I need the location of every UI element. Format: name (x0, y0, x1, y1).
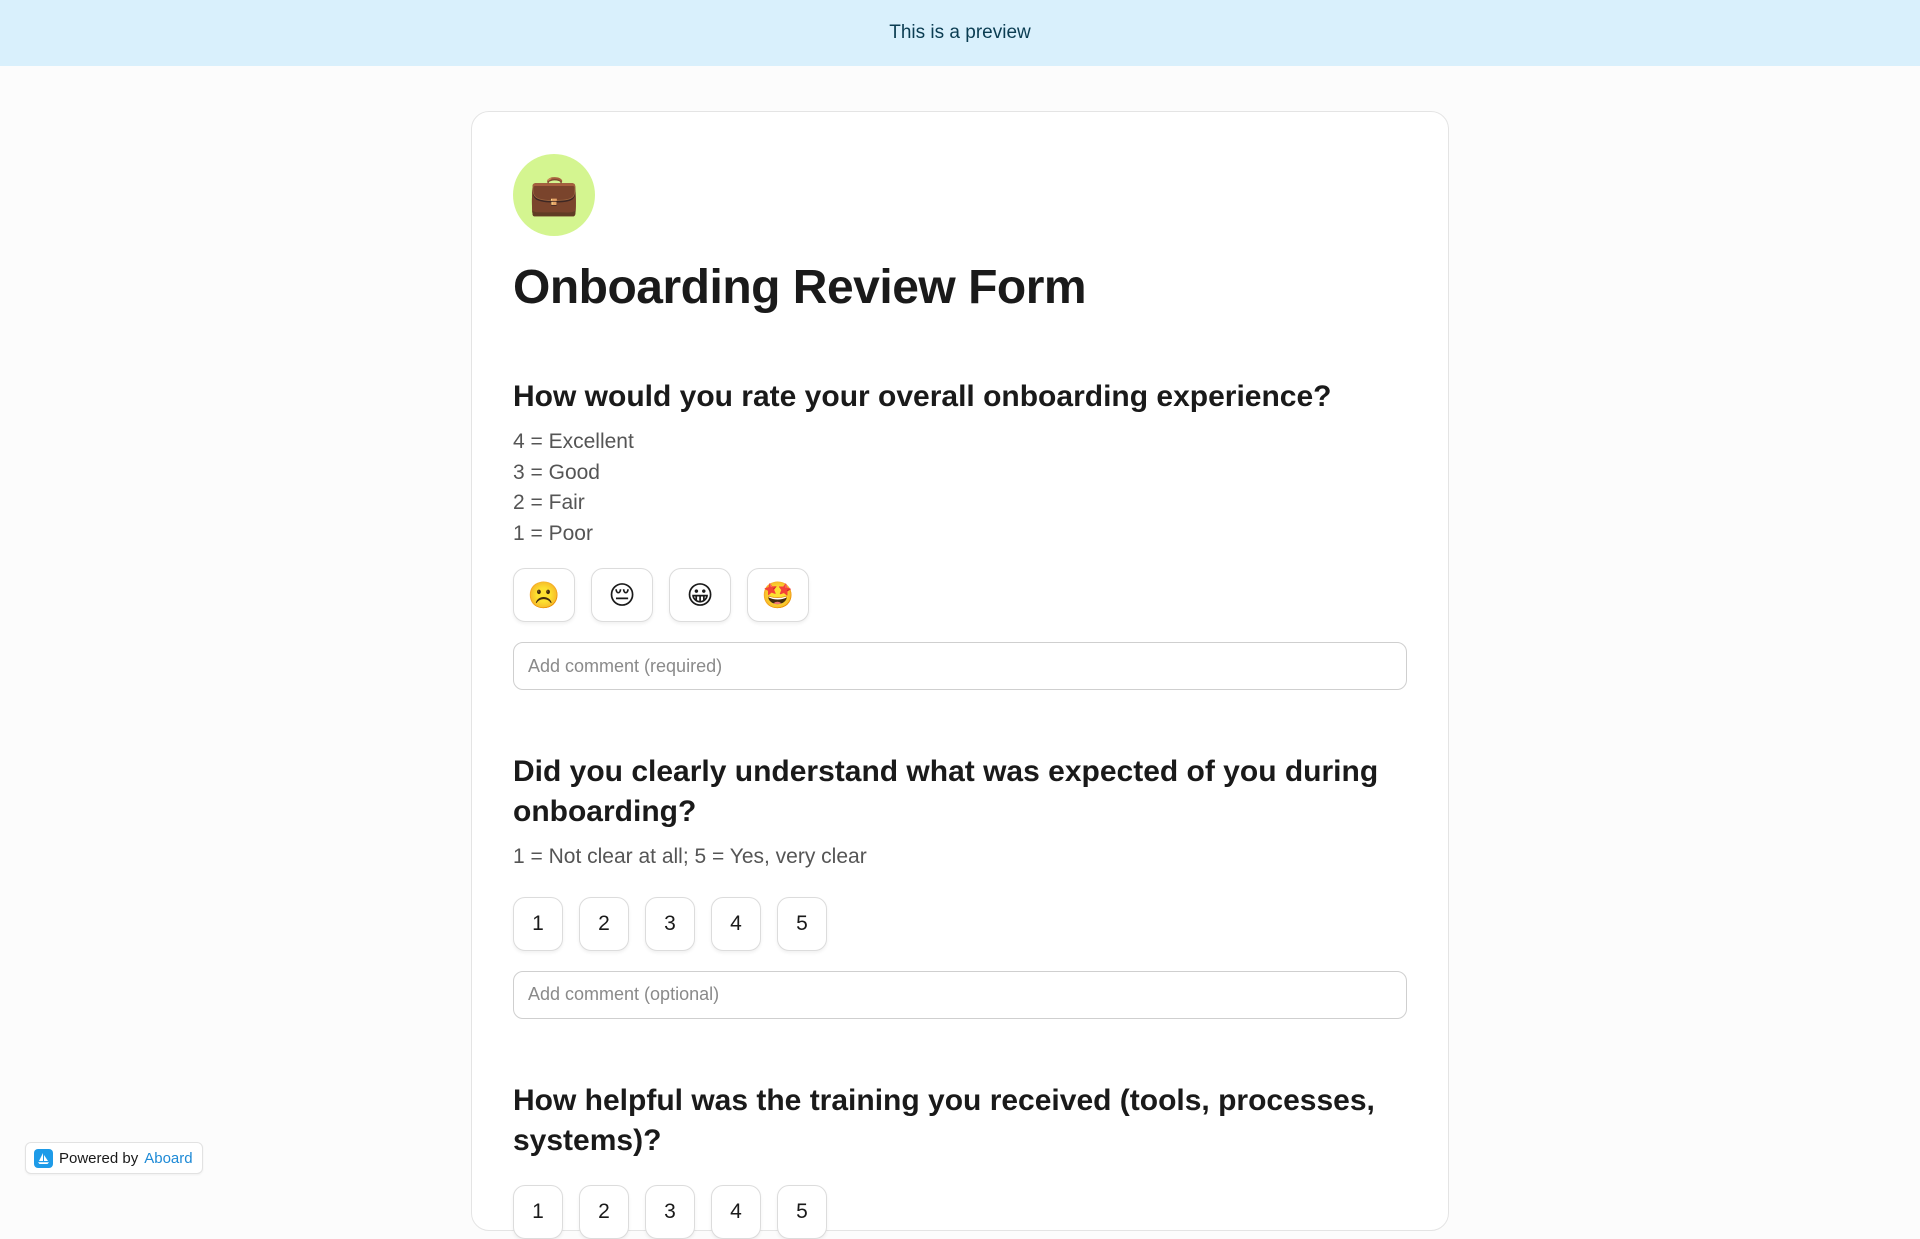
frowning-face-icon: ☹️ (527, 580, 561, 611)
scale-option-4[interactable]: 4 (711, 1185, 761, 1239)
description-line: 2 = Fair (513, 491, 585, 515)
scale-option-2[interactable]: 2 (579, 897, 629, 951)
scale-option-1[interactable]: 1 (513, 1185, 563, 1239)
scale-option-3[interactable]: 3 (645, 1185, 695, 1239)
rating-option-1[interactable] (513, 568, 575, 622)
question-description (513, 427, 1407, 549)
scale-rating (513, 1185, 1407, 1239)
rating-option-3[interactable] (669, 568, 731, 622)
aboard-link[interactable]: Aboard (144, 1149, 193, 1167)
aboard-sailboat-icon (34, 1149, 53, 1168)
question-training-helpfulness (513, 1081, 1407, 1239)
description-line: 3 = Good (513, 460, 600, 484)
question-title: Did you clearly understand what was expected of you during onboarding? (513, 755, 1379, 829)
scale-option-1[interactable]: 1 (513, 897, 563, 951)
powered-by-label: Powered by (59, 1149, 139, 1167)
briefcase-icon: 💼 (529, 173, 579, 217)
emoji-rating (513, 568, 1407, 622)
rating-option-2[interactable] (591, 568, 653, 622)
question-title: How helpful was the training you received (tools, processes, systems)? (513, 1083, 1375, 1157)
form-title: Onboarding Review Form (513, 261, 1087, 314)
scale-option-5[interactable]: 5 (777, 1185, 827, 1239)
scale-option-4[interactable]: 4 (711, 897, 761, 951)
comment-input-optional[interactable] (513, 971, 1407, 1019)
comment-input-required[interactable] (513, 642, 1407, 690)
form-logo (513, 154, 595, 236)
question-title: How would you rate your overall onboarding experience? (513, 380, 1332, 414)
grinning-face-icon: 😀 (686, 580, 714, 611)
description-line: 4 = Excellent (513, 430, 634, 454)
preview-banner-text: This is a preview (889, 22, 1031, 43)
scale-rating (513, 897, 1407, 951)
star-struck-face-icon: 🤩 (761, 580, 795, 611)
description-line: 1 = Not clear at all; 5 = Yes, very clear (513, 845, 867, 869)
description-line: 1 = Poor (513, 521, 593, 545)
scale-option-3[interactable]: 3 (645, 897, 695, 951)
question-overall-experience (513, 377, 1407, 690)
form-card (471, 111, 1449, 1231)
preview-banner (0, 0, 1920, 66)
pensive-face-icon: 😔 (608, 580, 636, 611)
question-description (513, 842, 1407, 873)
powered-by-badge[interactable] (25, 1142, 203, 1174)
question-expectations-clarity (513, 752, 1407, 1019)
rating-option-4[interactable] (747, 568, 809, 622)
scale-option-5[interactable]: 5 (777, 897, 827, 951)
scale-option-2[interactable]: 2 (579, 1185, 629, 1239)
